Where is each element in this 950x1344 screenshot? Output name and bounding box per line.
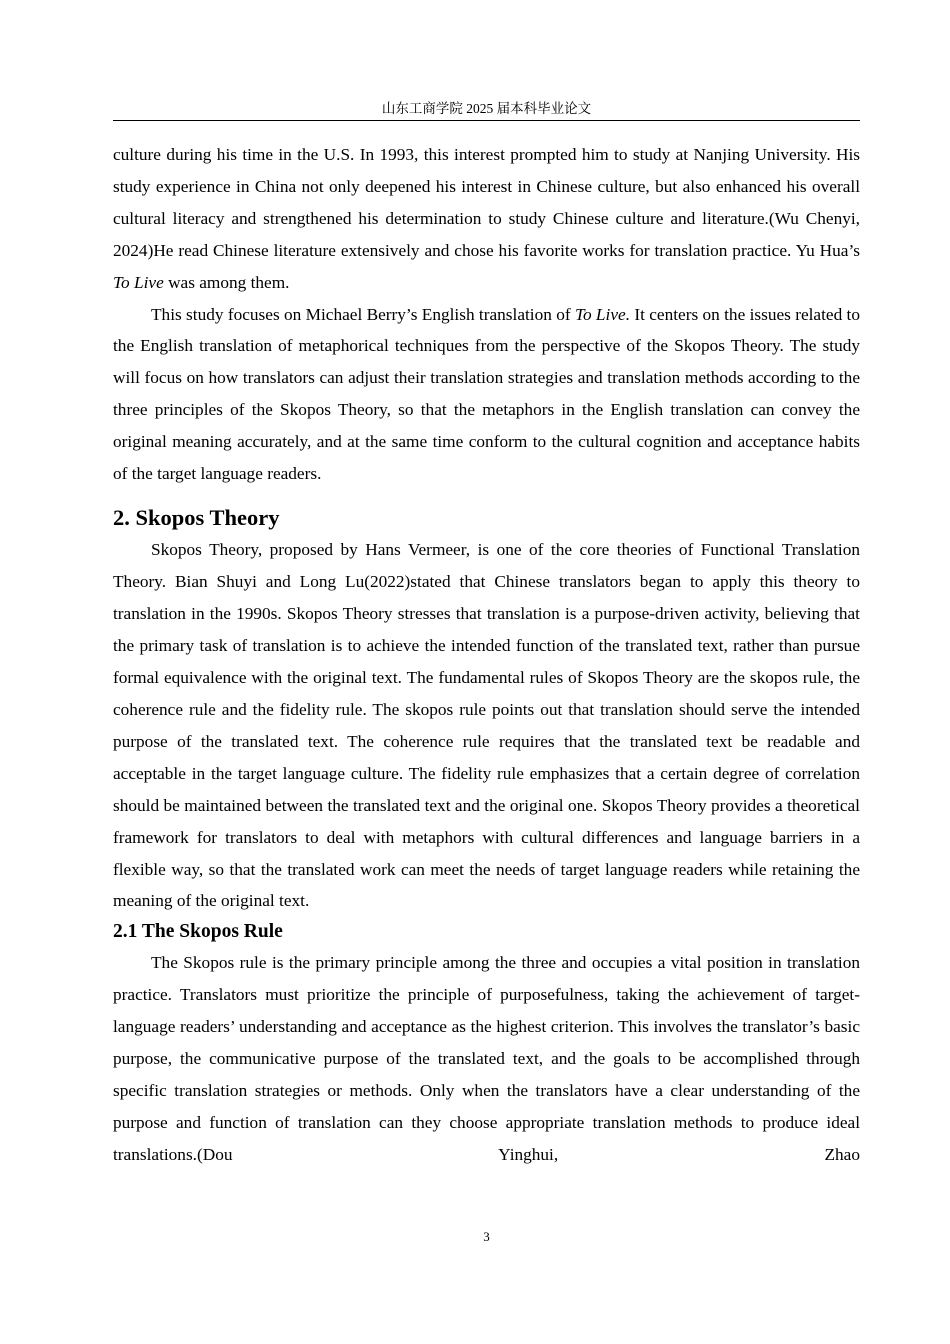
header-divider bbox=[113, 120, 860, 121]
paragraph-skopos-theory: Skopos Theory, proposed by Hans Vermeer, is one of the core theories of Functional Translation Theory. Bian Shuyi and Long Lu(2022)stated that Chinese translators began to apply this theory to translation in the 1990s. Skopos Theory stresses that translation is a purpose-driven activity, believing that the primary task of translation is to achieve the intended function of the translated text, rather than pursue formal equivalence with the original text. The fundamental rules of Skopos Theory are the skopos rule, the coherence rule and the fidelity rule. The skopos rule points out that translation should serve the intended purpose of the translated text. The coherence rule requires that the translated text be readable and acceptable in the target language culture. The fidelity rule emphasizes that a certain degree of correlation should be maintained between the translated text and the original one. Skopos Theory provides a theoretical framework for translators to deal with metaphors with cultural differences and language barriers in a flexible way, so that the translated work can meet the needs of target language readers while retaining the meaning of the original text. bbox=[113, 540, 860, 911]
paragraph-study-focus: This study focuses on Michael Berry’s English translation of To Live. It centers on the issues related to the English translation of metaphorical techniques from the perspective of the Skopos Theory. The study will focus on how translators can adjust their translation strategies and translation methods according to the three principles of the Skopos Theory, so that the metaphors in the English translation can convey the original meaning accurately, and at the same time conform to the cultural cognition and acceptance habits of the target language readers. bbox=[113, 304, 860, 484]
book-title-italic: To Live bbox=[113, 272, 164, 292]
book-title-italic: To Live. bbox=[574, 304, 631, 324]
paragraph-skopos-rule: The Skopos rule is the primary principle among the three and occupies a vital position in translation practice. Translators must prioritize the principle of purposefulness, taking the achievement of target-language readers’ understanding and acceptance as the highest criterion. This involves the translator’s basic purpose, the communicative purpose of the translated text, and the goals to be accomplished through specific translation strategies or methods. Only when the translators have a clear understanding of the purpose and function of translation can they choose appropriate translation methods to produce ideal translations.(Dou Yinghui, Zhao bbox=[113, 953, 860, 1164]
subsection-heading-skopos-rule: 2.1 The Skopos Rule bbox=[113, 921, 283, 943]
document-body bbox=[113, 139, 860, 1171]
paragraph-continuation: culture during his time in the U.S. In 1993, this interest prompted him to study at Nanjing University. His study experience in China not only deepened his interest in Chinese culture, but also enhanced his overall cultural literacy and strengthened his determination to study Chinese culture and literature.(Wu Chenyi, 2024)He read Chinese literature extensively and chose his favorite works for translation practice. Yu Hua’s To Live was among them. bbox=[113, 145, 860, 292]
section-heading-skopos-theory: 2. Skopos Theory bbox=[113, 505, 280, 531]
running-header: 山东工商学院 2025 届本科毕业论文 bbox=[381, 101, 592, 116]
page-number: 3 bbox=[483, 1229, 490, 1244]
